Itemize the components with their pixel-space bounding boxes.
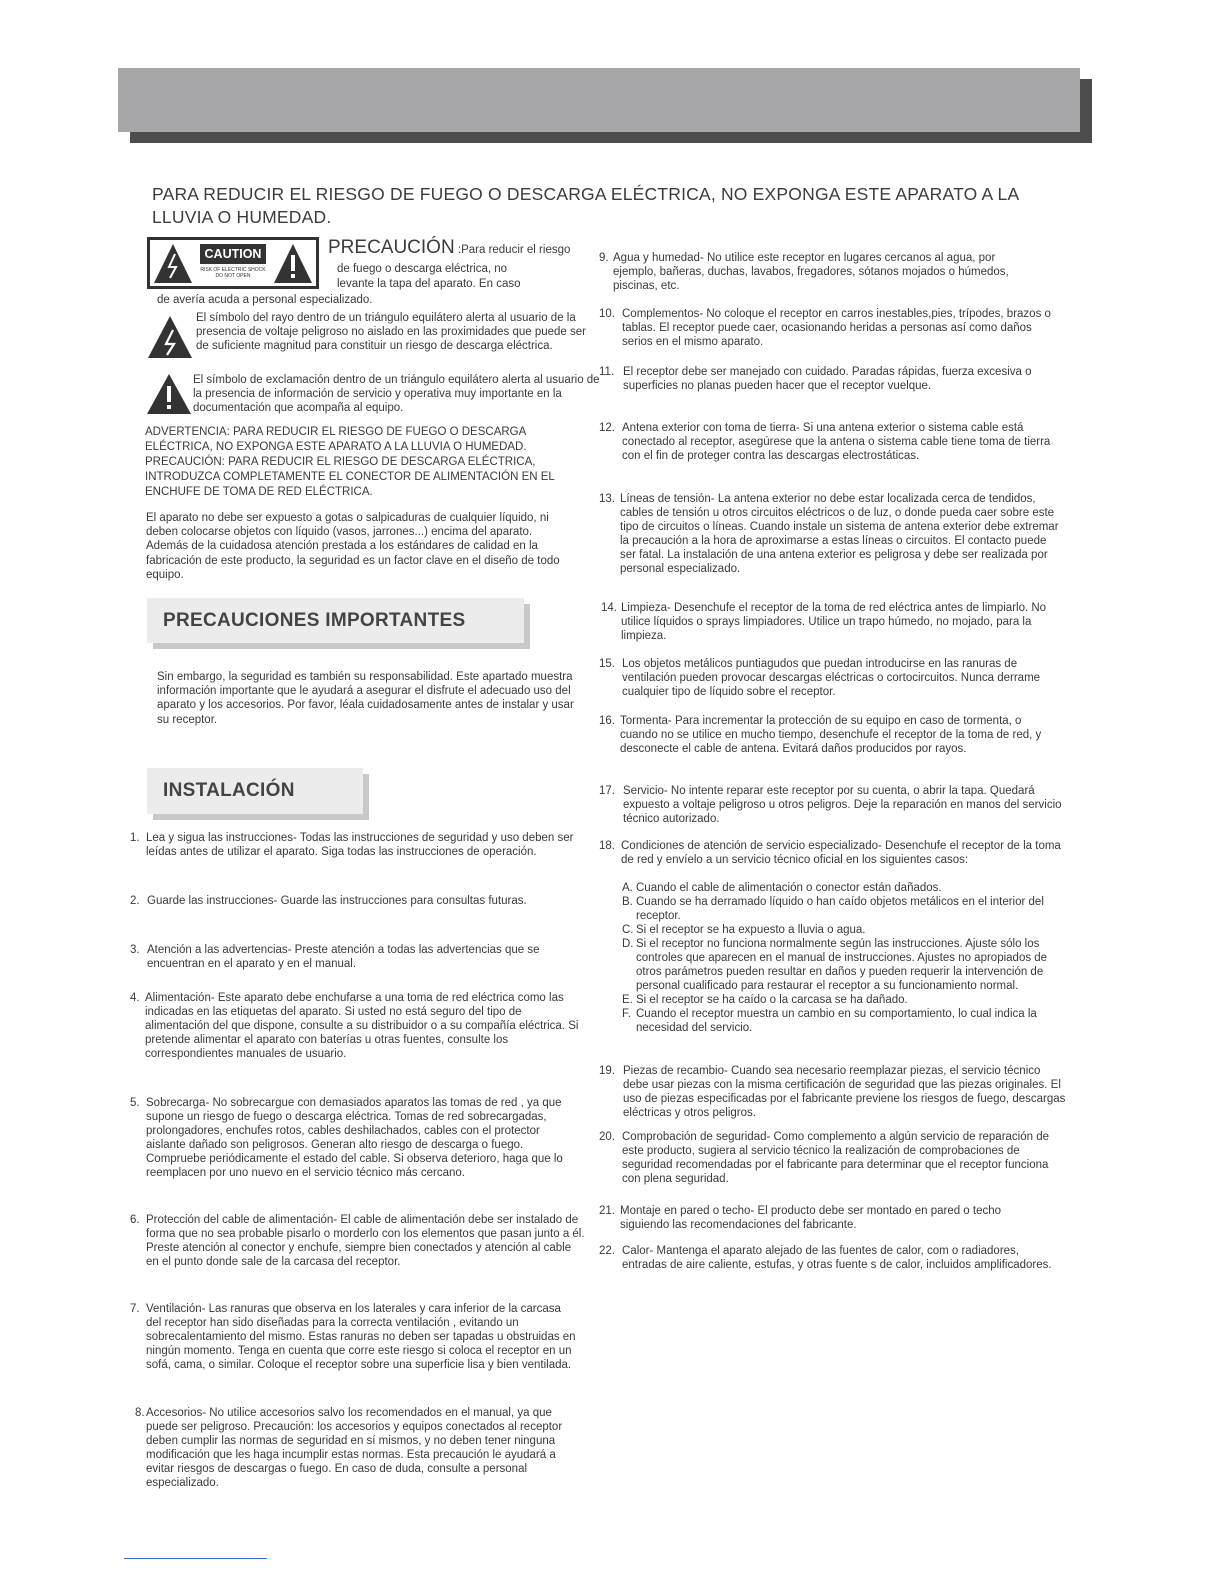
item-number: 19. (599, 1065, 615, 1077)
drip-paragraph: El aparato no debe ser expuesto a gotas o salpicaduras de cualquier líquido, ni deben colocarse objetos con líquido (vasos, jarrones...) encima del aparato. Además de la cuidadosa atención prestada a los estándares de calidad en la fabricación de este producto, la seguridad es un factor clave en el diseño de todo equipo. (146, 512, 560, 581)
precaution-title-main: PRECAUCIÓN (328, 237, 455, 258)
item-number: 1. (130, 832, 140, 844)
item-text: Servicio- No intente reparar este receptor por su cuenta, o abrir la tapa. Quedará expuesto a voltaje peligroso u otros peligros. Deje la reparación en manos del servicio técnico autorizado. (623, 785, 1062, 825)
item-text: Tormenta- Para incrementar la protección de su equipo en caso de tormenta, o cuando no se utilice en mucho tiempo, desenchufe el receptor de la toma de red, y desconecte el cable de antena. Evitará daños producidos por rayos. (620, 715, 1042, 755)
item-18-sublist (622, 881, 1072, 1035)
item-text: Sobrecarga- No sobrecargue con demasiados aparatos las tomas de red , ya que supone un riesgo de fuego o descarga eléctrica. Tomas de red sobrecargadas, prolongadores, enchufes rotos, cables deshilachados, cables con el protector aislante dañado son peligrosos. Generan alto riesgo de descarga o fuego. Compruebe periódicamente el estado del cable. Si observa deterioro, haga que lo reemplacen por uno nuevo en el servicio técnico más cercano. (146, 1097, 563, 1179)
lightning-symbol-text: El símbolo del rayo dentro de un triángulo equilátero alerta al usuario de la presencia de voltaje peligroso no aislado en las proximidades que puede ser de suficiente magnitud para constituir un riesgo de descarga eléctrica. (196, 312, 586, 353)
item-text: Atención a las advertencias- Preste atención a todas las advertencias que se encuentran en el aparato y en el manual. (147, 944, 540, 970)
item-number: 10. (599, 308, 615, 320)
item-number: 16. (599, 715, 615, 727)
installation-header (147, 768, 363, 814)
item-text: Complementos- No coloque el receptor en carros inestables,pies, trípodes, brazos o tablas. El receptor puede caer, ocasionando heridas a personas así como daños serios en el mismo aparato. (622, 308, 1051, 348)
item-number: 12. (599, 422, 615, 434)
item-text: Accesorios- No utilice accesorios salvo los recomendados en el manual, ya que puede ser peligroso. Precaución: los accesorios y equipos conectados al receptor deben cumplir las normas de seguridad en sí mismos, y no deben tener ninguna modificación que les haga incumplir estas normas. Esta precaución le ayudará a evitar riesgos de descargas o fuego. En caso de duda, consulte a personal especializado. (146, 1407, 563, 1489)
caution-label-box (147, 237, 319, 289)
item-text: Lea y sigua las instrucciones- Todas las instrucciones de seguridad y uso deben ser leídas antes de utilizar el aparato. Siga todas las instrucciones de operación. (146, 832, 574, 858)
important-precautions-title: PRECAUCIONES IMPORTANTES (163, 609, 466, 631)
warning-paragraph: ADVERTENCIA: PARA REDUCIR EL RIESGO DE FUEGO O DESCARGA ELÉCTRICA, NO EXPONGA ESTE APARATO A LA LLUVIA O HUMEDAD. PRECAUCIÓN: PARA REDUCIR EL RIESGO DE DESCARGA ELÉCTRICA, INTRODUZCA COMPLETAMENTE EL CONECTOR DE ALIMENTACIÓN EN EL ENCHUFE DE TOMA DE RED ELÉCTRICA. (145, 426, 555, 498)
item-number: 5. (130, 1097, 140, 1109)
caution-text: CAUTION (200, 244, 266, 264)
sublist-item (622, 993, 1072, 1007)
sublist-item (622, 881, 1072, 895)
item-number: 2. (130, 895, 140, 907)
sublist-text: Si el receptor se ha caído o la carcasa se ha dañado. (636, 994, 908, 1006)
item-number: 21. (599, 1205, 615, 1217)
precaution-line-4: de avería acuda a personal especializado. (157, 294, 373, 306)
sublist-item (622, 923, 1072, 937)
sublist-letter: F. (622, 1008, 631, 1020)
item-number: 20. (599, 1131, 615, 1143)
sublist-text: Si el receptor no funciona normalmente según las instrucciones. Ajuste sólo los controles que aparecen en el manual de instrucciones. Ajustes no apropiados de otros parámetros pueden resultar en daños y pueden requerir la intervención de personal cualificado para restaurar el receptor a su funcionamiento normal. (636, 938, 1048, 992)
item-text: Calor- Mantenga el aparato alejado de las fuentes de calor, com o radiadores, entradas de aire caliente, estufas, y otras fuente s de calor, incluidos amplificadores. (622, 1245, 1052, 1271)
item-number: 17. (599, 785, 615, 797)
item-number: 15. (599, 658, 615, 670)
item-text: Alimentación- Este aparato debe enchufarse a una toma de red eléctrica como las indicadas en las etiquetas del aparato. Si usted no está seguro del tipo de alimentación del que dispone, consulte a su distribuidor o a su compañía eléctrica. Si pretende alimentar el aparato con baterías u otras fuentes, consulte los correspondientes manuales de usuario. (145, 992, 579, 1060)
item-text: Montaje en pared o techo- El producto debe ser montado en pared o techo siguiendo las recomendaciones del fabricante. (620, 1205, 1002, 1231)
item-text: Antena exterior con toma de tierra- Si una antena exterior o sistema cable está conectado al receptor, asegúrese que la antena o sistema cable tiene toma de tierra con el fin de proteger contra las descargas electrostáticas. (622, 422, 1051, 462)
sublist-letter: E. (622, 994, 633, 1006)
footer-rule (124, 1558, 267, 1559)
item-text: Los objetos metálicos puntiagudos que puedan introducirse en las ranuras de ventilación pueden provocar descargas eléctricas o cortocircuitos. Nunca derrame cualquier tipo de líquido sobre el receptor. (622, 658, 1041, 698)
sublist-letter: C. (622, 924, 634, 936)
item-number: 18. (599, 840, 615, 852)
sublist-item (622, 1007, 1072, 1035)
item-text: Protección del cable de alimentación- El cable de alimentación debe ser instalado de forma que no sea probable pisarlo o morderlo con los elementos que pasan junto a él. Preste atención al conector y enchufe, siempre bien conectados y atención al cable en el punto donde sale de la carcasa del receptor. (146, 1214, 585, 1268)
precaution-line-3: levante la tapa del aparato. En caso (337, 278, 521, 290)
item-number: 3. (130, 944, 140, 956)
main-warning-headline: PARA REDUCIR EL RIESGO DE FUEGO O DESCARGA ELÉCTRICA, NO EXPONGA ESTE APARATO A LA LLUVIA O HUMEDAD. (152, 184, 1019, 227)
installation-title: INSTALACIÓN (163, 780, 295, 801)
exclamation-symbol-text: El símbolo de exclamación dentro de un triángulo equilátero alerta al usuario de la presencia de información de servicio y operativa muy importante en la documentación que acompaña al equipo. (193, 374, 600, 415)
item-number: 8. (135, 1407, 145, 1419)
exclamation-warning-icon (145, 372, 193, 416)
precaution-title-suffix: :Para reducir el riesgo (454, 244, 571, 256)
title-banner (118, 68, 1080, 132)
item-number: 7. (130, 1303, 140, 1315)
sublist-item (622, 937, 1072, 993)
item-number: 6. (130, 1214, 140, 1226)
important-precautions-header (147, 598, 524, 643)
item-number: 13. (599, 493, 615, 505)
sublist-text: Si el receptor se ha expuesto a lluvia o agua. (636, 924, 866, 936)
item-text: Líneas de tensión- La antena exterior no debe estar localizada cerca de tendidos, cables de tensión u otros circuitos eléctricos o de luz, o donde pueda caer sobre este tipo de circuitos o líneas. Cuando instale un sistema de antena exterior debe extremar la precaución a la hora de aproximarse a estas líneas o circuitos. El contacto puede ser fatal. La instalación de una antena exterior es peligrosa y debe ser realizada por personal especializado. (620, 493, 1059, 575)
sublist-letter: D. (622, 938, 634, 950)
item-number: 4. (130, 992, 140, 1004)
item-number: 14. (601, 602, 617, 614)
item-text: Condiciones de atención de servicio especializado- Desenchufe el receptor de la toma de red y envíelo a un servicio técnico oficial en los siguientes casos: (621, 840, 1061, 866)
precaution-line-2: de fuego o descarga eléctrica, no (337, 263, 508, 275)
item-number: 9. (599, 252, 609, 264)
item-text: Piezas de recambio- Cuando sea necesario reemplazar piezas, el servicio técnico debe usar piezas con la misma certificación de seguridad que las piezas originales. El uso de piezas especificadas por el fabricante previene los riesgos de fuego, descargas eléctricas y otros peligros. (623, 1065, 1066, 1119)
item-text: Agua y humedad- No utilice este receptor en lugares cercanos al agua, por ejemplo, bañeras, duchas, lavabos, fregadores, sótanos mojados o húmedos, piscinas, etc. (613, 252, 1009, 292)
intro-paragraph: Sin embargo, la seguridad es también su responsabilidad. Este apartado muestra información importante que le ayudará a asegurar el disfrute el adecuado uso del aparato y los accesorios. Por favor, léala cuidadosamente antes de instalar y usar su receptor. (157, 671, 574, 726)
caution-subtext: RISK OF ELECTRIC SHOCK DO NOT OPEN (200, 267, 266, 279)
sublist-letter: A. (622, 882, 633, 894)
lightning-warning-icon (146, 314, 194, 360)
item-text: Limpieza- Desenchufe el receptor de la toma de red eléctrica antes de limpiarlo. No utilice líquidos o sprays limpiadores. Utilice un trapo húmedo, no mojado, para la limpieza. (621, 602, 1047, 642)
item-text: El receptor debe ser manejado con cuidado. Paradas rápidas, fuerza excesiva o superficies no planas pueden hacer que el receptor vuelque. (623, 366, 1032, 392)
sublist-item (622, 895, 1072, 923)
sublist-text: Cuando el receptor muestra un cambio en su comportamiento, lo cual indica la necesidad del servicio. (636, 1008, 1037, 1034)
item-text: Comprobación de seguridad- Como complemento a algún servicio de reparación de este producto, sugiera al servicio técnico la realización de comprobaciones de seguridad recomendadas por el fabricante para determinar que el receptor funciona con plena seguridad. (622, 1131, 1050, 1185)
item-number: 11. (599, 366, 615, 378)
sublist-text: Cuando el cable de alimentación o conector están dañados. (636, 882, 942, 894)
sublist-text: Cuando se ha derramado líquido o han caído objetos metálicos en el interior del receptor. (636, 896, 1044, 922)
sublist-letter: B. (622, 896, 633, 908)
item-text: Guarde las instrucciones- Guarde las instrucciones para consultas futuras. (147, 895, 527, 907)
item-number: 22. (599, 1245, 615, 1257)
item-text: Ventilación- Las ranuras que observa en los laterales y cara inferior de la carcasa del receptor han sido diseñadas para la correcta ventilación , evitando un sobrecalentamiento del mismo. Estas ranuras no deben ser tapadas u obstruidas en ningún momento. Tenga en cuenta que corre este riesgo si coloca el receptor en un sofá, cama, o similar. Coloque el receptor sobre una superficie lisa y bien ventilada. (146, 1303, 576, 1371)
precaution-title (328, 237, 570, 259)
